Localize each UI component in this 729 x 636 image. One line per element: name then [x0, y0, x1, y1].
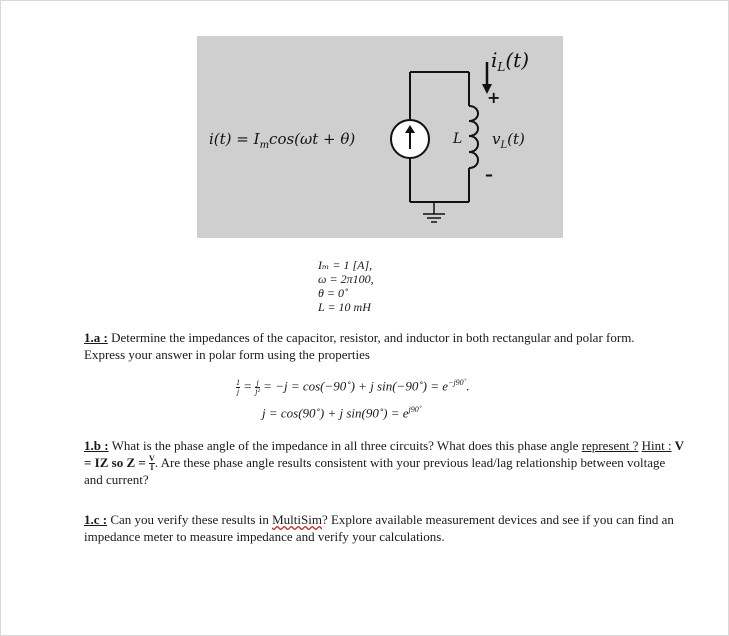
equation-1: $\frac{1}{j}$ = $\frac{j}{\text{j²}}$ = −j = cos(−90˚) + j sin(−90˚) = $e^{-j90˚}$. [236, 377, 470, 396]
fraction-v-over-i: $\frac{V}{I}$ [149, 454, 155, 473]
part-c-tag: 1.c : [84, 512, 108, 527]
given-values [318, 258, 374, 314]
given-inductance: L = 10 mH [318, 300, 371, 314]
minus-sign: – [485, 165, 493, 184]
part-c-paragraph: 1.c : Can you verify these results in MultiSim? Explore available measurement devices and see if you can find an impedance meter to measure impedance and verify your calculations. [84, 512, 674, 544]
part-a-paragraph [84, 330, 674, 363]
equation-2: j = cos(90˚) + j sin(90˚) = $e^{j90˚}$ [262, 405, 422, 421]
inductor-label: L [453, 131, 463, 147]
current-label: $i_L(t)$ [491, 48, 530, 74]
part-b-tag: 1.b : [84, 438, 109, 453]
represent-word: represent ? [581, 438, 639, 453]
multisim-word: MultiSim [272, 512, 322, 527]
hint-link[interactable]: Hint : [641, 438, 672, 453]
circuit-diagram [197, 36, 563, 238]
circuit-figure [197, 36, 563, 238]
given-theta: θ = 0˚ [318, 286, 348, 300]
voltage-label: $v_L(t)$ [492, 130, 525, 151]
given-omega: ω = 2π100, [318, 272, 374, 286]
given-im: Iₘ = 1 [A], [318, 258, 373, 272]
part-b-paragraph: 1.b : What is the phase angle of the impedance in all three circuits? What does this phase angle represent ? Hint : V = IZ so Z = $\frac{V}{I}$ . Are these phase angle results consistent with your previous lead/lag relationship between voltage and current? [84, 438, 684, 488]
source-label: $i(t) = I_m\cos(\omega t + \theta)$ [209, 130, 356, 151]
ground-icon [423, 214, 445, 222]
inductor-coil-icon [469, 106, 478, 168]
part-a-text: Determine the impedances of the capacitor, resistor, and inductor in both rectangular and polar form. Express your answer in polar form using the properties [84, 330, 635, 362]
fraction-1-over-j: $\frac{1}{j}$ [236, 377, 240, 396]
plus-sign: + [487, 88, 501, 107]
part-a-tag: 1.a : [84, 330, 108, 345]
fraction-j-over-j2: $\frac{j}{\text{j²}}$ [255, 377, 260, 396]
current-source-icon [391, 120, 429, 158]
